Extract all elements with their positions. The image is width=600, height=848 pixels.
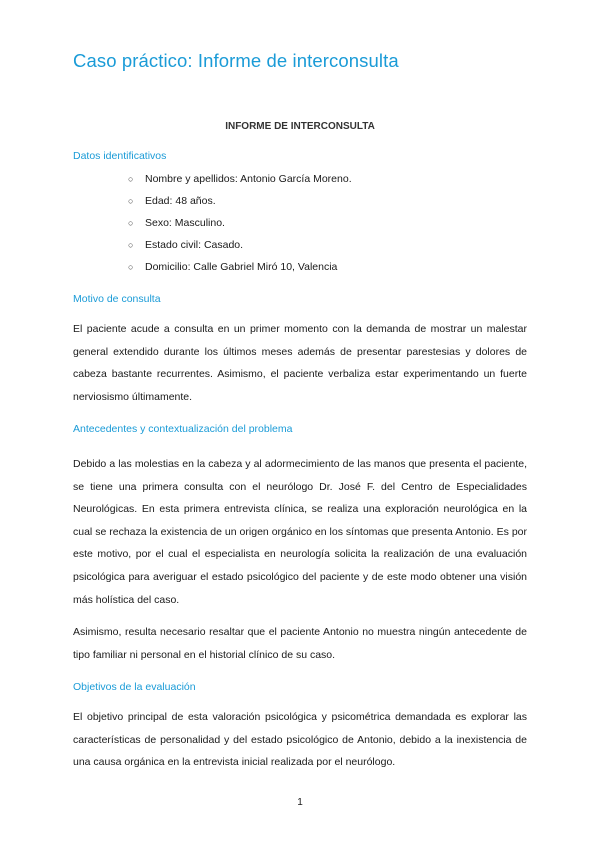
list-item: ○ Domicilio: Calle Gabriel Miró 10, Valencia	[128, 261, 338, 273]
list-item: ○ Sexo: Masculino.	[128, 217, 225, 229]
bullet-icon: ○	[128, 174, 134, 184]
section-heading-identificativos: Datos identificativos	[73, 150, 167, 162]
section-heading-objetivos: Objetivos de la evaluación	[73, 681, 196, 693]
paragraph-objetivos: El objetivo principal de esta valoración psicológica y psicométrica demandada es explorar las características de personalidad y del estado psicológico de Antonio, debido a la inexistencia de una causa orgánica en la entrevista inicial realizada por el neurólogo.	[73, 711, 527, 769]
bullet-icon: ○	[128, 196, 134, 206]
section-heading-motivo: Motivo de consulta	[73, 293, 161, 305]
bullet-icon: ○	[128, 218, 134, 228]
paragraph-antecedentes-2: Asimismo, resulta necesario resaltar que el paciente Antonio no muestra ningún antecedente de tipo familiar ni personal en el historial clínico de su caso.	[73, 626, 527, 661]
report-heading: INFORME DE INTERCONSULTA	[225, 121, 375, 132]
section-heading-antecedentes: Antecedentes y contextualización del problema	[73, 423, 293, 435]
list-item: ○ Nombre y apellidos: Antonio García Moreno.	[128, 173, 352, 185]
paragraph-motivo: El paciente acude a consulta en un primer momento con la demanda de mostrar un malestar general extendido durante los últimos meses además de presentar parestesias y dolores de cabeza bastante recurrentes. Asimismo, el paciente verbaliza estar experimentando un fuerte nerviosismo últimamente.	[73, 323, 527, 403]
bullet-icon: ○	[128, 262, 134, 272]
document-title: Caso práctico: Informe de interconsulta	[73, 50, 399, 71]
page-number: 1	[297, 797, 303, 808]
identification-list	[128, 171, 352, 281]
paragraph-antecedentes-1: Debido a las molestias en la cabeza y al adormecimiento de las manos que presenta el paciente, se tiene una primera consulta con el neurólogo Dr. José F. del Centro de Especialidades Neurológicas. En esta primera entrevista clínica, se realiza una exploración neurológica en la cual se rechaza la existencia de un origen orgánico en los síntomas que presenta Antonio. Es por este motivo, por el cual el especialista en neurología solicita la realización de una evaluación psicológica para averiguar el estado psicológico del paciente y de este modo obtener una visión más holística del caso.	[73, 458, 527, 606]
bullet-icon: ○	[128, 240, 134, 250]
list-item: ○ Estado civil: Casado.	[128, 239, 244, 251]
list-item: ○ Edad: 48 años.	[128, 195, 216, 207]
